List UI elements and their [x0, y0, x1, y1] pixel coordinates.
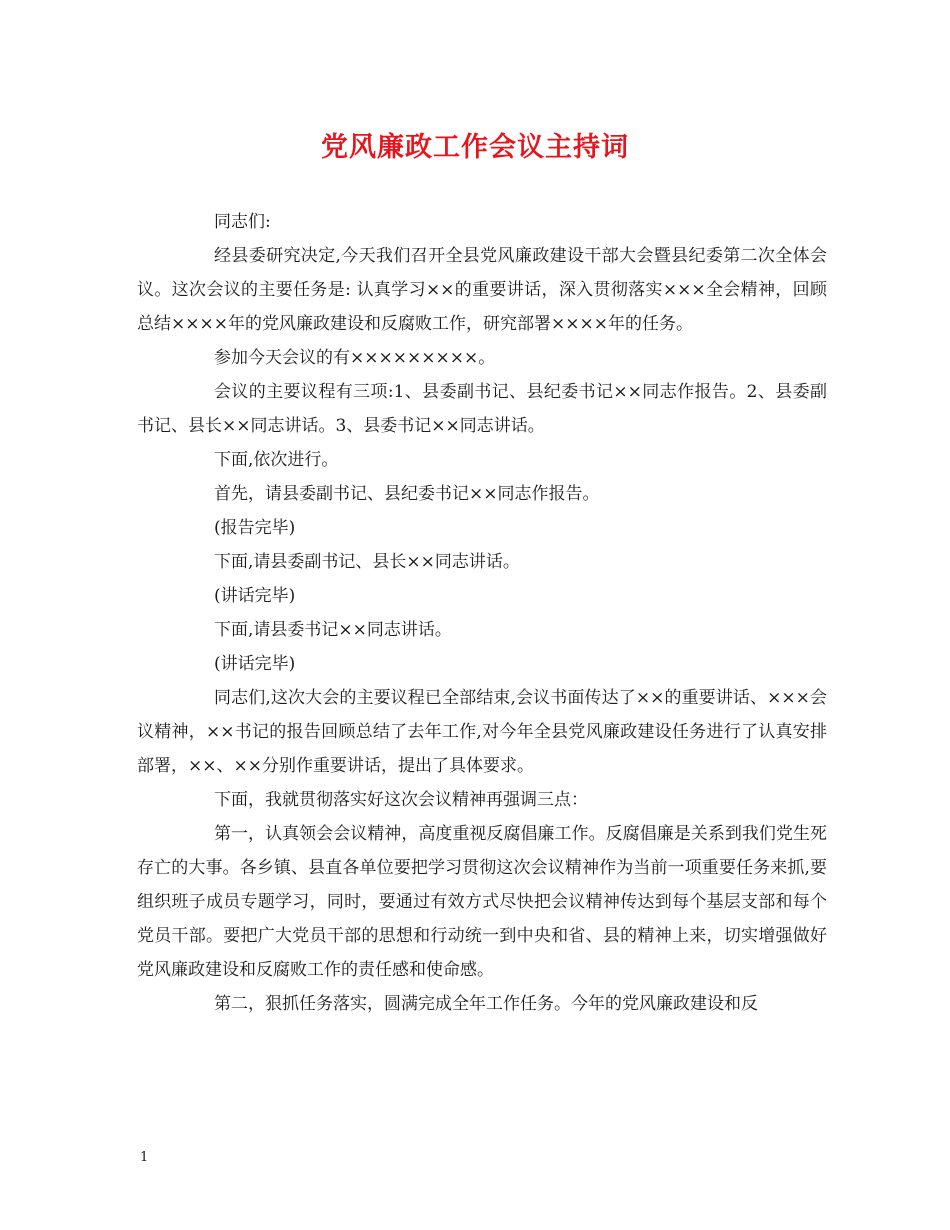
paragraph-report-done: (报告完毕) — [214, 518, 296, 538]
paragraph-third-speech: 下面,请县委书记××同志讲话。 — [214, 620, 452, 640]
document-body — [137, 205, 827, 1021]
page-number: 1 — [140, 1150, 149, 1165]
paragraph-agenda: 会议的主要议程有三项:1、县委副书记、县纪委书记××同志作报告。2、县委副书记、县长××同志讲话。3、县委书记××同志讲话。 — [137, 382, 827, 436]
paragraph-point-one: 第一，认真领会会议精神，高度重视反腐倡廉工作。反腐倡廉是关系到我们党生死存亡的大事。各乡镇、县直各单位要把学习贯彻这次会议精神作为当前一项重要任务来抓,要组织班子成员专题学习，同时，要通过有效方式尽快把会议精神传达到每个基层支部和每个党员干部。要把广大党员干部的思想和行动统一到中央和省、县的精神上来，切实增强做好党风廉政建设和反腐败工作的责任感和使命感。 — [137, 824, 827, 980]
paragraph-summary: 同志们,这次大会的主要议程已全部结束,会议书面传达了××的重要讲话、×××会议精神，××书记的报告回顾总结了去年工作,对今年全县党风廉政建设任务进行了认真安排部署，××、××分别作重要讲话，提出了具体要求。 — [137, 688, 827, 776]
paragraph-speech-done-1: (讲话完毕) — [214, 586, 296, 606]
paragraph-point-two: 第二，狠抓任务落实，圆满完成全年工作任务。今年的党风廉政建设和反 — [214, 994, 758, 1014]
paragraph-second-speech: 下面,请县委副书记、县长××同志讲话。 — [214, 552, 520, 572]
paragraph-proceed: 下面,依次进行。 — [214, 450, 339, 470]
paragraph-three-points-intro: 下面，我就贯彻落实好这次会议精神再强调三点： — [214, 790, 588, 810]
document-title: 党风廉政工作会议主持词 — [321, 132, 629, 163]
paragraph-meeting-purpose: 经县委研究决定,今天我们召开全县党风廉政建设干部大会暨县纪委第二次全体会议。这次会议的主要任务是: 认真学习××的重要讲话，深入贯彻落实×××全会精神，回顾总结××××年的党风廉政建设和反腐败工作，研究部署××××年的任务。 — [137, 246, 827, 334]
paragraph-attendees: 参加今天会议的有×××××××××。 — [214, 348, 496, 368]
paragraph-first-report: 首先，请县委副书记、县纪委书记××同志作报告。 — [214, 484, 600, 504]
paragraph-greeting: 同志们: — [214, 212, 271, 232]
paragraph-speech-done-2: (讲话完毕) — [214, 654, 296, 674]
